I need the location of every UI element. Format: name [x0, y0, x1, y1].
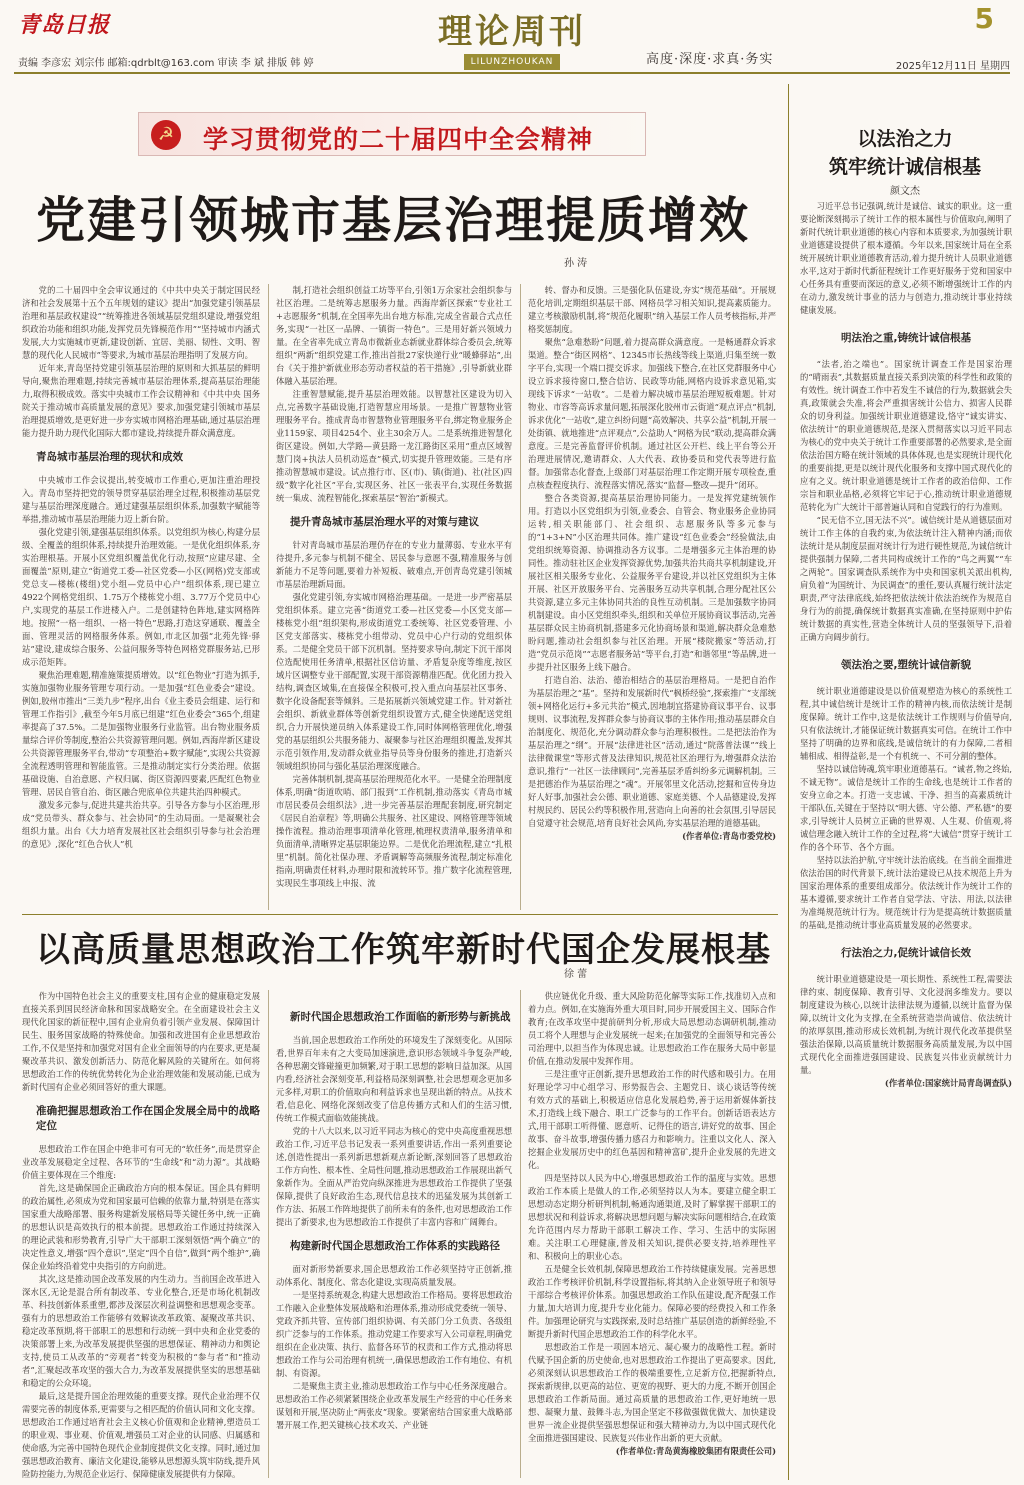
paragraph: 坚持以法治护航,守牢统计法治底线。在当前全面推进依法治国的时代背景下,统计法治建设已从技术规范上升为国家治理体系的重要组成部分。依法统计作为统计工作的基本遵循,要求统计工作者自觉学法、守法、用法,以法律为准绳规范统计行为。规范统计行为是提高统计数据质量的基础,是推动统计事业高质量发展的必然要求。 — [800, 855, 1012, 930]
paragraph: 其次,这是推动国企改革发展的内生动力。当前国企改革进入深水区,无论是混合所有制改革、专业化整合,还是市场化机制改革、科技创新体系重塑,都涉及深层次利益调整和思想观念变革。强有力的思想政治工作能够有效解读改革政策、凝聚改革共识、稳定改革预期,将干部职工的思想和行动统一到中央和企业党委的决策部署上来,为改革发展提供坚强的思想保证、精神动力和舆论支持,使员工从改革的“旁观者”转变为积极的“参与者”和“推动者”,汇聚起改革攻坚的强大合力,为改革发展提供坚实的思想基础和稳定的公众环境。 — [22, 1274, 260, 1388]
article3-body — [800, 200, 1012, 1480]
paragraph: 强化党建引领,建强基层组织体系。以党组织为核心,构建分层级、全覆盖的组织体系,持续提升治理效能。一是优化组织体系,夯实治理根基。开展小区党组织覆盖优化行动,按照“应建尽建、全面覆盖”原则,建立“街道党工委—社区党委—小区(网格)党支部或党总支—楼栋(楼组)党小组—党员中心户”组织体系,现已建立4922个网格党组织、1.75万个楼栋党小组、3.77万个党员中心户,实现党的基层工作进楼入户。二是创建特色阵地,建实网格阵地。按照“一格一组织、一格一特色”思路,打造这穿通联、覆盖全面、管理灵活的网格服务体系。例如,市北区加强“北苑先锋·驿站”建设,建成综合服务、公益问服务等特色网格党群服务站,已形成示范矩阵。 — [22, 527, 260, 667]
article2-column-2 — [276, 1000, 512, 1480]
paragraph: 思想政治工作在国企中绝非可有可无的“软任务”,而是贯穿企业改革发展稳定全过程、各环节的“生命线”和“动力源”。其战略价值主要体现在三个维度: — [22, 1144, 260, 1180]
issue-date: 2025年12月11日 星期四 — [895, 61, 1010, 72]
column-divider — [268, 284, 269, 910]
author-affiliation: (作者单位:青岛黄海橡胶集团有限责任公司) — [615, 1446, 776, 1456]
page-number: 5 — [974, 2, 994, 35]
article1-column-1 — [22, 284, 260, 912]
paragraph: 整合各类资源,提高基层治理协同能力。一是发挥党建统领作用。打造以小区党组织为引领,业委会、自管会、物业服务企业协同运转,相关职能部门、社会组织、志愿服务队等多元参与的“1+3+N”小区治理共同体。推广建设“红色业委会”经验做法,由党组织统筹资源、协调推动各方议事。二是增强多元主体治理的协同性。推动驻社区企业发挥资源优势,加强共治共商共享机制建设,开展社区相关服务专业化、公益服务平台建设,并以社区党组织为主体开展、社区开放服务平台、完善服务互动共享机制,合理分配社区公共资源,建立多元主体协同共治的良性互动机制。三是加强数字协同机制建设。由小区党组织牵头,组织和关单位开展协商议事活动,完善基层群众民主协商机制,搭建多元化协商场景和渠道,解决群众急难愁盼问题,推动社会组织参与社区治理。开展“楼院搬家”等活动,打造“党员示范岗”“志愿者服务站”等平台,打造“和谐邻里”等品牌,进一步提升社区服务上线下融合。 — [528, 493, 776, 672]
article2-column-3 — [528, 990, 776, 1480]
paragraph: 党的十八大以来,以习近平同志为核心的党中央高度重视思想政治工作,习近平总书记发表一系列重要讲话,作出一系列重要论述,创造性提出一系列新思想新观点新论断,深刻回答了思想政治工作方向性、根本性、全局性问题,推动思想政治工作展现出新气象新作为。全面从严治党向纵深推进为思想政治工作提供了坚强保障,提供了良好政治生态,现代信息技术的迅猛发展为其创新工作方法、拓展工作阵地提供了前所未有的条件,也对思想政治工作提出了新要求,也为思想政治工作提供了丰富内容和广阔舞台。 — [276, 1126, 512, 1227]
paragraph: “法者,治之端也”。国家统计调查工作是国家治理的“晴雨表”,其数据质量直接关系到决策的科学性和政策的有效性。统计调查工作中若发生不诚信的行为,数据就会失真,政策就会失准,将会严重损害统计公信力、损害人民群众的切身利益。加强统计职业道德建设,恪守“诚实讲实、依法统计”的职业道德规范,是深入贯彻落实以习近平同志为核心的党中央关于统计工作重要部署的必然要求,是全面依法治国方略在统计领域的具体体现,也是实现统计现代化的重要前提,更是以统计现代化服务和支撑中国式现代化的应有之义。统计职业道德是统计工作者的政治信仰、工作宗旨和职业品格,必须将它牢记于心,推动统计职业道德规范转化为广大统计干部普遍认同和自觉践行的行为准则。 — [800, 359, 1012, 512]
subheading: 构建新时代国企思想政治工作体系的实践路径 — [290, 1240, 500, 1252]
article2-byline: 徐 蕾 — [564, 969, 588, 980]
paragraph: 聚焦治理难题,精准施策提质增效。以“红色物业”打造为抓手,实施加强物业服务管理专项行动。一是加强“红色业委会”建设。例如,胶州市推出“三美九步”程序,出台《业主委员会组建、运行和管理工作指引》,截至今年5月底已组建“红色业委会”365个,组建率提高了37.5%。二是加强物业服务行业监管。出台物业服务质量综合评价等制度,整治公共资源管理问题。例如,西海岸新区建设公共资源管理服务平台,带动“专项整治+数字赋能”,实现公共资源全流程透明管理和智能监管。三是推动制定实行分类治理。依据基础设施、自治意愿、产权归属、街区资源四要素,匹配红色物业管理、居民自管自治、街区融合兜底单位共建共治四种模式。 — [22, 670, 260, 797]
paragraph: 制,打造社会组织创益工坊等平台,引领1万余家社会组织参与社区治理。二是统筹志愿服务力量。西海岸新区探索“专业社工+志愿服务”机制,在全国率先出台地方标准,完成全省最合式点任务,实现“一社区一品牌、一镇街一特色”。三是用好新兴领域力量。在全省率先成立青岛市微新业态新就业群体综合委员会,统筹组织“两新”组织党建工作,推出首批27家快递行业“暖蜂驿站”,出台《关于推护新就业形态劳动者权益的若干措施》,引导新就业群体融入基层治理。 — [276, 285, 512, 386]
column-divider — [520, 284, 521, 910]
paragraph: 近年来,青岛坚持党建引领基层治理的原则和大抓基层的鲜明导向,聚焦治理难题,持续完善城市基层治理体系,提高基层治理能力,取得积极成效。落实中央城市工作会议精神和《中共中央 国务院关于推动城市高质量发展的意见》要求,加强党建引领城市基层治理提质增效,是更好进一步夯实城市网格治理基础,通过基层治理能力提升助力现代化国际大都市建设,持续提升群众满意度。 — [22, 363, 260, 438]
paragraph: 当前,国企思想政治工作所处的环境发生了深刻变化。从国际看,世界百年未有之大变局加速演进,意识形态领域斗争复杂严峻,各种思潮交锋碰撞更加频繁,对于职工思想的影响日益加深。从国内看,经济社会深刻变革,利益格局深刻调整,社会思想观念更加多元多样,对职工的价值取向和利益诉求也呈现出新的特点。从技术看,信息化、网络化深刻改变了信息传播方式和人们的生活习惯,传统工作模式面临效能挑战。 — [276, 1035, 512, 1123]
paragraph: 最后,这是提升国企治理效能的重要支撑。现代企业治理不仅需要完善的制度体系,更需要与之相匹配的价值认同和文化支撑。思想政治工作通过培育社会主义核心价值观和企业精神,塑造员工的职业观、事业观、价值观,增强员工对企业的认同感、归属感和使命感,为完善中国特色现代企业制度提供文化支撑。同时,通过加强思想政治教育、廉洁文化建设,能够从思想源头筑牢防线,提升风险防控能力,为规范企业运行、保障健康发展提供有力保障。 — [22, 1391, 260, 1479]
author-affiliation: (作者单位:国家统计局青岛调查队) — [884, 1078, 1012, 1088]
paragraph: 一是坚持系统观念,构建大思想政治工作格局。要将思想政治工作融入企业整体发展战略和治理体系,推动形成党委统一领导、党政齐抓共管、宣传部门组织协调、有关部门分工负责、各级组织广泛参与的工作体系。推动党建工作要求写入公司章程,明确党组织在企业决策、执行、监督各环节的权责和工作方式,推动将思想政治工作与公司治理有机统一,确保思想政治工作有地位、有机制、有资源。 — [276, 1290, 512, 1378]
paragraph: 坚持以诚信铸魂,筑牢职业道德基石。“诚者,物之终始,不诚无物”。诚信是统计工作的生命线,也是统计工作者的安身立命之本。打造一支忠诚、干净、担当的高素质统计干部队伍,关键在于坚持以“明大德、守公德、严私德”的要求,引导统计人员树立正确的世界观、人生观、价值观,将诚信理念融入统计工作的全过程,将“大诚信”贯穿于统计工作的各个环节、各个方面。 — [800, 764, 1012, 852]
paragraph: 注重智慧赋能,提升基层治理效能。以智慧社区建设为切入点,完善数字基础设施,打造智慧应用场景。一是推广智慧物业管理服务平台。推成青岛市智慧物业管理服务平台,绑定物业服务企业1159家、项目4254个、业主30余万人。二是系统推进智慧化街区建设。例如,大学路—黄县路一龙江路街区采用“重点区域智慧门岗+执法人员机动巡查”模式,切实提升管理效能。三是有序推动智慧城市建设。试点推行市、区(市)、镇(街道)、社(社区)四级“数字化社区”平台,实现区务、社区一张表平台,实现任务数据统一集成、流程智能化,探索基层“智治”新模式。 — [276, 389, 512, 503]
paragraph: 思想政治工作是一项固本培元、凝心聚力的战略性工程。新时代赋予国企新的历史使命,也对思想政治工作提出了更高要求。因此,必须深刻认识思想政治工作的极端重要性,立足新方位,把握新特点,探索新规律,以更高的站位、更宽的视野、更大的力度,不断开创国企思想政治工作新局面。通过高质量的思想政治工作,更好地统一思想、凝聚力量、鼓舞斗志,为国企坚定不移做强做优做大、加快建设世界一流企业提供坚强思想保证和强大精神动力,为以中国式现代化全面推进强国建设、民族复兴伟业作出新的更大贡献。 — [528, 1342, 776, 1443]
newspaper-logo: 青岛日报 — [18, 12, 111, 38]
paragraph: 完善体制机制,提高基层治理规范化水平。一是健全治理制度体系,明确“街道吹哨、部门报到”工作机制,推动落实《青岛市城市居民委员会组织法》,进一步完善基层治理配套制度,研究制定《居民自治章程》等,明确公共服务、社区建设、网格管理等领域操作流程。推动治理事项清单化管理,梳理权责清单,服务清单和负面清单,清晰界定基层职能边界。二是优化治理流程,建立“扎根里”机制。简化社保办理、矛盾调解等高频服务流程,制定标准化指南,明确责任材料,办理时限和流转环节。推广数字化流程管理,实现民生事项线上申报、流 — [276, 774, 512, 888]
section-title: 理论周刊 — [438, 12, 586, 52]
subheading: 准确把握思想政治工作在国企发展全局中的战略定位 — [36, 1105, 260, 1132]
theme-banner — [138, 112, 646, 156]
paragraph: 二是聚焦主责主业,推动思想政治工作与中心任务深度融合。思想政治工作必须紧紧围绕企业改革发展生产经营的中心任务来谋划和开展,坚决防止“两张皮”现象。要紧密结合国家重大战略部署开展工作,把关键核心技术攻关、产业链 — [276, 1381, 512, 1430]
article3-title-line-2: 筑牢统计诚信根基 — [828, 156, 981, 178]
paragraph: 转、督办和反馈。三是强化队伍建设,夯实“规范基础”。开展规范化培训,定期组织基层干部、网格员学习相关知识,提高素质能力。建立考核激励机制,将“规范化履职”纳入基层工作人员考核指标,并严格奖惩制度。 — [528, 285, 776, 334]
subheading: 提升青岛城市基层治理水平的对策与建议 — [290, 516, 479, 528]
paragraph: 习近平总书记强调,统计是诚信、诚实的职业。这一重要论断深刻揭示了统计工作的根本属性与价值取向,阐明了新时代统计职业道德的核心内容和本质要求,为加强统计职业道德建设提供了根本遵循。今年以来,国家统计局在全系统开展统计职业道德教育活动,着力提升统计人员职业道德水平,这对于新时代新征程统计工作更好服务于党和国家中心任务具有重要而深远的意义,必须不断增强统计工作的内在动力,激发统计事业的活力与创造力,推动统计事业持续健康发展。 — [800, 201, 1012, 315]
article2-headline: 以高质量思想政治工作筑牢新时代国企发展根基 — [36, 930, 771, 970]
paragraph: 党的二十届四中全会审议通过的《中共中央关于制定国民经济和社会发展第十五个五年规划的建议》提出“加强党建引领基层治理和基层政权建设”“统筹推进各领域基层党组织建设,增强党组织政治功能和组织功能,发挥党员先锋模范作用”“坚持城市内涵式发展,大力实施城市更新,建设创新、宜居、美丽、韧性、文明、智慧的现代化人民城市”等要求,为城市基层治理指明了发展方向。 — [22, 285, 260, 360]
paragraph: 强化党建引领,夯实城市网格治理基础。一是进一步严密基层党组织体系。建立完善“街道党工委—社区党委—小区党支部—楼栋党小组”组织架构,形成街道党工委统筹、社区党委管理、小区党支部落实、楼栋党小组带动、党员中心户行动的党组织体系。二是健全党员干部下沉机制。坚持要求导向,制定下沉干部岗位选配使用任务清单,根据社区信访量、矛盾复杂度等维度,按区域片区调整专业干部配置,实现干部资源精准匹配。优化团力投入结构,调查区域集,在直接保全积极可,投入重点向基层社区事务、数字化设备配套等倾斜。三是拓展新兴领域党建工作。针对新社会组织、新就业群体等创新党组织设置方式,健全快递配送党组织,合力开展快递员纳入体系建设工作,同时体网格管理优化,增强党的基层组织公共服务能力、凝聚参与社区治理组织覆盖,发挥其示范引领作用,发动群众就业指导员等身份服务的推进,打造新兴领域组织协同与强化基层治理深度融合。 — [276, 592, 512, 771]
article3-title-line-1: 以法治之力 — [857, 128, 953, 150]
paragraph: 四是坚持以人民为中心,增强思想政治工作的温度与实效。思想政治工作本质上是做人的工作,必须坚持以人为本。要建立健全职工思想动态定期分析研判机制,畅通沟通渠道,及时了解掌握干部职工的思想状况和利益诉求,将解决思想问题与解决实际问题相结合,在政策允许范围内尽力帮助干部职工解决工作、学习、生活中的实际困难。关注职工心理健康,普及相关知识,提供必要支持,培养理性平和、积极向上的职业心态。 — [528, 1173, 776, 1261]
masthead-rule — [14, 72, 1010, 74]
article1-column-3 — [528, 284, 776, 912]
subheading: 青岛城市基层治理的现状和成效 — [36, 451, 183, 463]
subheading: 领法治之要,塑统计诚信新貌 — [841, 659, 971, 671]
paragraph: 五是健全长效机制,保障思想政治工作持续健康发展。完善思想政治工作考核评价机制,科学设置指标,将其纳入企业领导班子和领导干部综合考核评价体系。加强思想政治工作队伍建设,配齐配强工作力量,加大培训力度,提升专业化能力。保障必要的经费投入和工作条件。加强理论研究与实践探索,及时总结推广基层创造的新鲜经验,不断提升新时代国企思想政治工作的科学化水平。 — [528, 1264, 776, 1339]
section-slogan: 高度·深度·求真·务实 — [646, 52, 774, 67]
article2-column-1 — [22, 990, 260, 1480]
paragraph: 激发多元参与,促进共建共治共享。引导各方参与小区治理,形成“党员带头、群众参与、社会协同”的生动局面。一是凝聚社会组织力量。出台《大力培育发展社区社会组织引导参与社会治理的意见》,深化“红色合伙人”机 — [22, 800, 260, 849]
article1-byline: 孙 涛 — [564, 258, 588, 269]
subheading: 明法治之重,铸统计诚信根基 — [841, 332, 971, 344]
party-emblem-icon: ☭ — [151, 120, 181, 150]
sidebar-divider — [788, 84, 789, 1480]
article-separator — [22, 914, 778, 915]
article1-column-2 — [276, 284, 512, 912]
editor-credits: 责编 李彦宏 刘宗伟 邮箱:qdrblt@163.com 审读 李 斌 排版 韩 婷 — [18, 58, 314, 69]
column-divider — [268, 990, 269, 1478]
article1-headline: 党建引领城市基层治理提质增效 — [36, 191, 751, 249]
paragraph: 打造自治、法治、德治相结合的基层治理格局。一是把自治作为基层治理之“基”。坚持和发展新时代“枫桥经验”,探索推广“支部统领+网格化运行+多元共治”模式,因地制宜搭建协商议事平台、议事规则、议事流程,发挥群众参与协商议事的主体作用;推动基层群众自治制度化、规范化,充分调动群众参与治理积极性。二是把法治作为基层治理之“纲”。开展“法律进社区”活动,通过“院落普法课”“线上法律微课堂”等形式普及法律知识,规范社区治理行为,增强群众法治意识,推行“一社区一法律顾问”,完善基层矛盾纠纷多元调解机制。三是把德治作为基层治理之“魂”。开展邻里文化活动,挖掘和宣传身边好人好事,加强社会公德、职业道德、家庭美德、个人品德建设,发挥村规民约、居民公约等积极作用,营造向上向善的社会氛围,引导居民自觉遵守社会规范,培育良好社会风尚,夯实基层治理的道德基础。 — [528, 675, 776, 828]
paragraph: “民无信不立,国无法不兴”。诚信统计是从道德层面对统计工作主体的自我约束,为依法统计注入精神内涵;而依法统计是从制度层面对统计行为进行硬性规范,为诚信统计提供强制力保障,二者共同构成统计工作的“鸟之两翼”“车之两轮”。国家调查队系统作为中央和国家机关派出机构,肩负着“为国统计、为民调查”的重任,要认真履行统计法定职责,严守法律底线,始终把依法统计依法治统作为规范自身行为的前提,确保统计数据真实准确,在坚持原则中护佑统计数据的真实性,营造全体统计人员的坚强领导下,沿着正确方向阔步前行。 — [800, 515, 1012, 642]
paragraph: 统计职业道德建设是一项长期性、系统性工程,需要法律约束、制度保障、教育引导、文化浸润多维发力。要以制度建设为核心,以统计法律法规为遵循,以统计监督为保障,以统计文化为支撑,在全系统营造崇尚诚信、依法统计的浓厚氛围,推动形成长效机制,为统计现代化改革提供坚强法治保障,以高质量统计数据服务高质量发展,为以中国式现代化全面推进强国建设、民族复兴伟业贡献统计力量。 — [800, 974, 1012, 1075]
banner-text: 学习贯彻党的二十届四中全会精神 — [203, 125, 594, 154]
subheading: 新时代国企思想政治工作面临的新形势与新挑战 — [290, 1011, 511, 1023]
paragraph: 三是注重守正创新,提升思想政治工作的时代感和吸引力。在用好理论学习中心组学习、形势报告会、主题党日、谈心谈话等传统有效方式的基础上,积极适应信息化发展趋势,善于运用新媒体新技术,打造线上线下融合、职工广泛参与的工作平台。创新话语表达方式,用干部职工听得懂、愿意听、记得住的语言,讲好党的故事、国企故事、奋斗故事,增强传播力感召力和影响力。注重以文化人、深入挖掘企业发展历史中的红色基因和精神富矿,提升企业发展的先进文化。 — [528, 1069, 776, 1170]
paragraph: 面对新形势新要求,国企思想政治工作必须坚持守正创新,推动体系化、制度化、常态化建设,实现高质量发展。 — [276, 1264, 512, 1287]
paragraph: 统计职业道德建设是以价值观塑造为核心的系统性工程,其中诚信统计是统计工作的精神内核,而依法统计是制度保障。统计工作中,这是依法统计工作规则与价值导向,只有依法统计,才能保证统计数据真实可信。在统计工作中坚持了明确的边界和底线,是诚信统计的有力保障,二者相辅相成、相得益彰,是一个有机统一、不可分割的整体。 — [800, 686, 1012, 761]
paragraph: 作为中国特色社会主义的重要支柱,国有企业的健康稳定发展直接关系到国民经济命脉和国家战略安全。在全面建设社会主义现代化国家的新征程中,国有企业肩负着引领产业发展、保障国计民生、服务国家战略的特殊使命。加强和改进国有企业思想政治工作,不仅是坚持和加强党对国有企业全面领导的内在要求,更是凝聚改革共识、激发创新活力、防范化解风险的关键所在。如何将思想政治工作的传统优势转化为企业治理效能和发展动能,已成为新时代国有企业必须回答好的重大课题。 — [22, 991, 260, 1092]
subheading: 行法治之力,促统计诚信长效 — [841, 947, 971, 959]
paragraph: 中央城市工作会议提出,转变城市工作重心,更加注重治理投入。青岛市坚持把党的领导贯穿基层治理全过程,积极推动基层党建与基层治理深度融合。通过建强基层组织体系,加强数字赋能等举措,推动城市基层治理能力迈上新台阶。 — [22, 475, 260, 524]
paragraph: 聚焦“急难愁盼”问题,着力提高群众满意度。一是畅通群众诉求渠道。整合“街区网格”、12345市长热线等线上渠道,归集至统一数字平台,实现一个端口提交诉求。加强线下整合,在社区党群服务中心设立诉求接待窗口,整合信访、民政等功能,网格内设诉求意见箱,实现线下诉求“一站收”。二是着力解决城市基层治理短板难题。针对物业、市容等高诉求量问题,拓展深化胶州市云街道“观点评点”机制,诉求优化“一站收”,建立纠纷问题“高效解决、共享公益”机制,开展一处街镇、就地推进“点评观点”,公益助人“网格为民”联动,提高群众满意度。三是完善监督评价机制。通过社区公开栏、线上平台等公开治理进展情况,邀请群众、人大代表、政协委员和党代表等进行监督。加强常态化督查,上级部门对基层治理工作定期开展专项检查,重点核查程度执行、流程落实情况,落实“监督—整改—提升”闭环。 — [528, 337, 776, 490]
paragraph: 首先,这是确保国企正确政治方向的根本保证。国企具有鲜明的政治属性,必须成为党和国家最可信赖的依靠力量,特别是在落实国家重大战略部署、服务构建新发展格局等关键任务中,统一正确的思想认识是高效执行的根本前提。思想政治工作通过持续深入的理论武装和形势教育,引导广大干部职工深刻领悟“两个确立”的决定性意义,增强“四个意识”,坚定“四个自信”,做到“两个维护”,确保企业始终沿着党中央指引的方向前进。 — [22, 1183, 260, 1271]
paragraph: 供应链优化升级、重大风险防范化解等实际工作,找准切入点和着力点。例如,在实施海外重大项目时,同步开展爱国主义、国际合作教育;在改革攻坚中提前研判分析,形成大局思想动态调研机制,推动员工将个人理想与企业发展统一起来;在加强党的全面领导和完善公司治理中,以担当作为体现忠诚。让思想政治工作在服务大局中彰显价值,在推动发展中发挥作用。 — [528, 991, 776, 1066]
section-pinyin: LILUNZHOUKAN — [464, 54, 560, 70]
article3-byline: 颜文杰 — [890, 186, 920, 197]
masthead — [0, 0, 1024, 72]
author-affiliation: (作者单位:青岛市委党校) — [682, 831, 776, 841]
column-divider — [520, 990, 521, 1478]
paragraph: 针对青岛城市基层治理仍存在的专业力量薄弱、专业水平有待提升,多元参与机制不健全、居民参与意愿不强,精准服务与创新能力不足等问题,要着力补短板、破难点,开创青岛党建引领城市基层治理新局面。 — [276, 540, 512, 589]
